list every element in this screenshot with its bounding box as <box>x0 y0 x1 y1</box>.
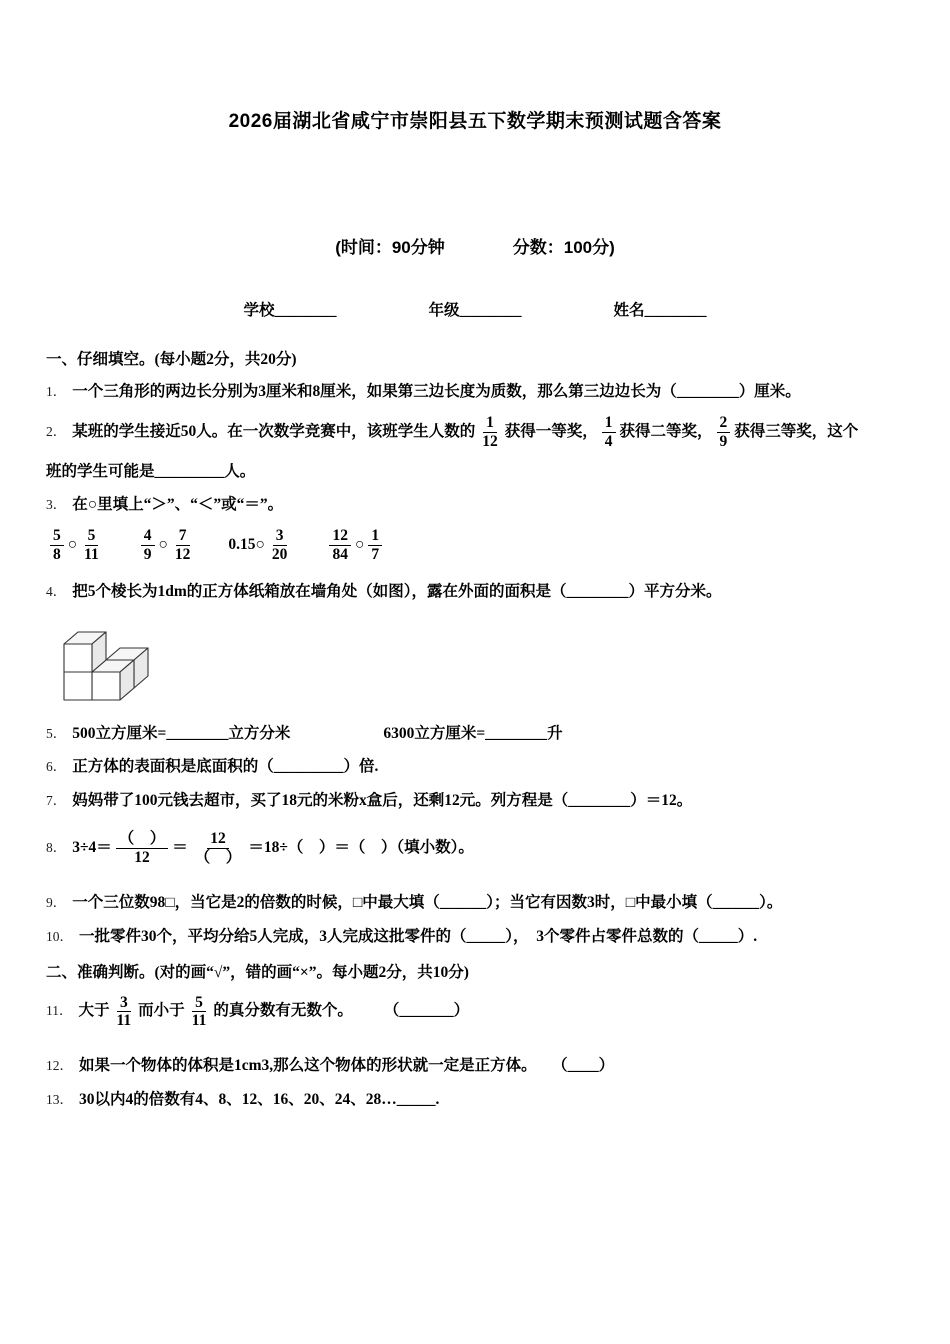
fraction: $\frac{5}{11}$ <box>84 527 99 564</box>
question-7-text: 妈妈带了100元钱去超市，买了18元的米粉x盒后，还剩12元。列方程是（________）＝12。 <box>72 792 693 810</box>
fraction: $\frac{12}{84}$ <box>329 527 351 564</box>
question-2-text-continued: 班的学生可能是_________人。 <box>46 462 256 480</box>
question-5-number: 5． <box>46 725 67 741</box>
question-7 <box>46 789 904 814</box>
question-6-text: 正方体的表面积是底面积的（_________）倍. <box>72 758 379 776</box>
cube-face <box>64 672 92 700</box>
fraction: $\frac{5}{11}$ <box>191 993 207 1030</box>
question-6 <box>46 755 904 780</box>
question-3-text: 在○里填上“＞”、“＜”或“＝”。 <box>72 496 284 514</box>
question-10-number: 10． <box>46 928 73 944</box>
question-7-number: 7． <box>46 793 67 809</box>
question-9-number: 9． <box>46 894 67 910</box>
section1-header: 一、仔细填空。(每小题2分，共20分) <box>46 351 297 368</box>
question-12-number: 12． <box>46 1058 73 1074</box>
fraction: $\frac{1}{7}$ <box>368 527 382 564</box>
question-8-text: 3÷4＝ $\frac{( )}{12}$ ＝ $\frac{12}{( )}$ ＝18÷（ ）＝（ ）（填小数）。 <box>72 830 474 866</box>
question-11 <box>46 994 904 1031</box>
fraction: $\frac{2}{9}$ <box>717 414 731 451</box>
fraction: $\frac{1}{4}$ <box>602 414 616 451</box>
question-11-number: 11． <box>46 1003 73 1019</box>
question-13-number: 13． <box>46 1091 73 1107</box>
question-2-text: 某班的学生接近50人。在一次数学竞赛中，该班学生人数的 $\frac{1}{12}$ 获得一等奖， $\frac{1}{4}$ 获得二等奖， $\frac{2}{9}$ 获得三等奖，这个 <box>72 414 859 450</box>
fraction: $\frac{7}{12}$ <box>174 527 191 564</box>
school-field: 学校________ <box>243 302 337 319</box>
question-3 <box>46 493 904 518</box>
question-12-text: 如果一个物体的体积是1cm3,那么这个物体的形状就一定是正方体。 （____） <box>79 1057 615 1075</box>
fraction: $\frac{( )}{12}$ <box>116 830 169 867</box>
question-4-text: 把5个棱长为1dm的正方体纸箱放在墙角处（如图），露在外面的面积是（________）平方分米。 <box>72 582 722 600</box>
question-2-number: 2． <box>46 423 67 439</box>
question-10 <box>46 925 904 950</box>
fraction: $\frac{3}{20}$ <box>271 527 288 564</box>
question-13-text: 30以内4的倍数有4、8、12、16、20、24、28…_____. <box>79 1090 440 1108</box>
cube-face <box>64 644 92 672</box>
question-5 <box>46 722 904 747</box>
question-1 <box>46 380 904 405</box>
student-info-fields <box>46 298 904 320</box>
question-9-text: 一个三位数98□，当它是2的倍数的时候，□中最大填（______）；当它有因数3时，□中最小填（______）。 <box>72 893 783 911</box>
fraction: $\frac{5}{8}$ <box>50 527 64 564</box>
fraction: $\frac{1}{12}$ <box>482 414 498 450</box>
question-10-text: 一批零件30个，平均分给5人完成，3人完成这批零件的（_____）， 3个零件占零件总数的（_____）. <box>79 927 758 945</box>
question-2-continued <box>46 460 904 485</box>
question-5-text: 500立方厘米=________立方分米 6300立方厘米=________升 <box>72 724 563 742</box>
question-3-comparisons <box>46 527 904 564</box>
question-1-text: 一个三角形的两边长分别为3厘米和8厘米，如果第三边长度为质数，那么第三边边长为（________）厘米。 <box>72 383 801 401</box>
question-8 <box>46 830 904 867</box>
cube-face <box>92 672 120 700</box>
fraction: $\frac{12}{( )}$ <box>194 830 242 866</box>
page-title: 2026届湖北省咸宁市崇阳县五下数学期末预测试题含答案 <box>228 111 722 132</box>
question-6-number: 6． <box>46 759 67 775</box>
fraction: $\frac{3}{11}$ <box>116 993 132 1030</box>
question-8-number: 8． <box>46 839 67 855</box>
question-2 <box>46 414 904 451</box>
question-3-number: 3． <box>46 497 67 513</box>
question-3-comparison-line: $\frac{5}{8}$ ○ $\frac{5}{11}$ $\frac{4}{9}$ ○ $\frac{7}{12}$ 0.15○ $\frac{3}{20}$ $\frac{12}{84}$ ○ $\frac{1}{7}$ <box>46 536 386 553</box>
grade-field: 年级________ <box>428 302 522 319</box>
cube-stack-figure <box>54 614 154 706</box>
question-13 <box>46 1088 904 1113</box>
question-9 <box>46 891 904 916</box>
fraction: $\frac{4}{9}$ <box>141 527 155 564</box>
question-1-number: 1． <box>46 384 67 400</box>
question-12 <box>46 1054 904 1079</box>
question-4-figure <box>54 614 904 706</box>
question-4 <box>46 580 904 605</box>
name-field: 姓名________ <box>613 302 707 319</box>
time-score-line: (时间：90分钟 分数：100分) <box>335 238 615 257</box>
section2-header: 二、准确判断。(对的画“√”，错的画“×”。每小题2分，共10分) <box>46 964 469 982</box>
question-11-text: 大于 $\frac{3}{11}$ 而小于 $\frac{5}{11}$ 的真分数有无数个。 （_______） <box>78 993 470 1030</box>
question-4-number: 4． <box>46 583 67 599</box>
